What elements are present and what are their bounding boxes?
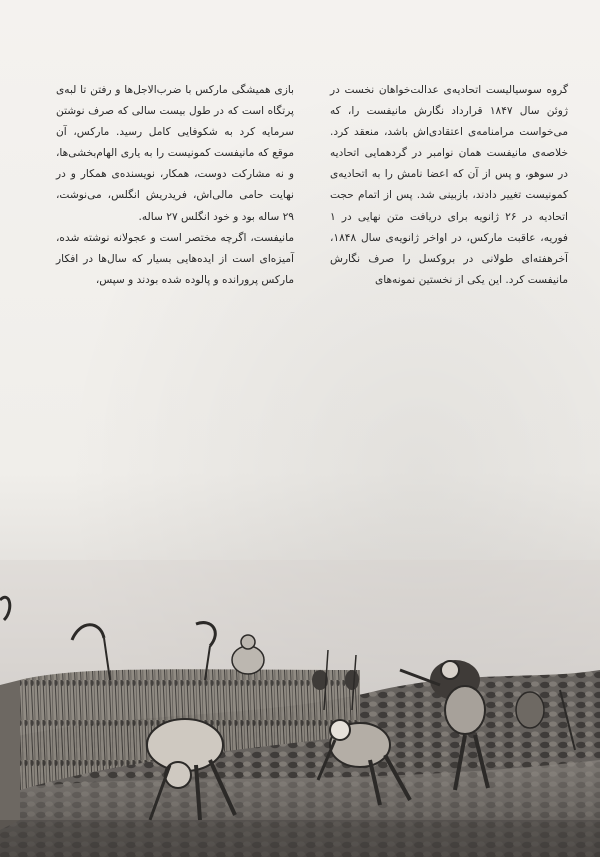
paragraph: بازی همیشگی مارکس با ضرب‌الاجل‌ها و رفتن تا لبه‌ی پرتگاه است که در طول بیست سالی که صرف نوشتن سرمایه کرد به شکوفایی کامل رسید. مارکس، آن موقع که مانیفست کمونیست را به یاری الهام‌بخشی‌ها، و نه مشارکت دوست، همکار، نویسنده‌ی همکار و در نهایت حامی مالی‌اش، فریدریش انگلس، می‌نوشت، ۲۹ ساله بود و خود انگلس ۲۷ ساله. — [56, 84, 294, 223]
text-column-right — [330, 80, 568, 291]
paragraph: گروه سوسیالیست اتحادیه‌ی عدالت‌خواهان نخست در ژوئن سال ۱۸۴۷ قرارداد نگارش مانیفست را، که می‌خواست مرامنامه‌ی اعتقادی‌اش باشد، منعقد کرد. خلاصه‌ی مانیفست همان نوامبر در گردهمایی اتحادیه در سوهو، و پس از آن که اعضا نامش را به اتحادیه‌ی کمونیست تغییر دادند، بازبینی شد. پس از اتمام حجت اتحادیه در ۲۶ ژانویه برای دریافت متن نهایی در ۱ فوریه، عاقبت مارکس، در اواخر ژانویه‌ی سال ۱۸۴۸، آخرهفته‌ای طولانی در بروکسل را صرف نگارش مانیفست کرد. این یکی از نخستین نمونه‌های — [330, 84, 568, 286]
illustration-icon — [0, 560, 600, 857]
text-column-left — [56, 80, 294, 291]
paragraph: مانیفست، اگرچه مختصر است و عجولانه نوشته شده، آمیزه‌ای است از ایده‌هایی بسیار که سال‌ها در افکار مارکس پرورانده و پالوده شده بودند و سپس، — [56, 231, 294, 286]
